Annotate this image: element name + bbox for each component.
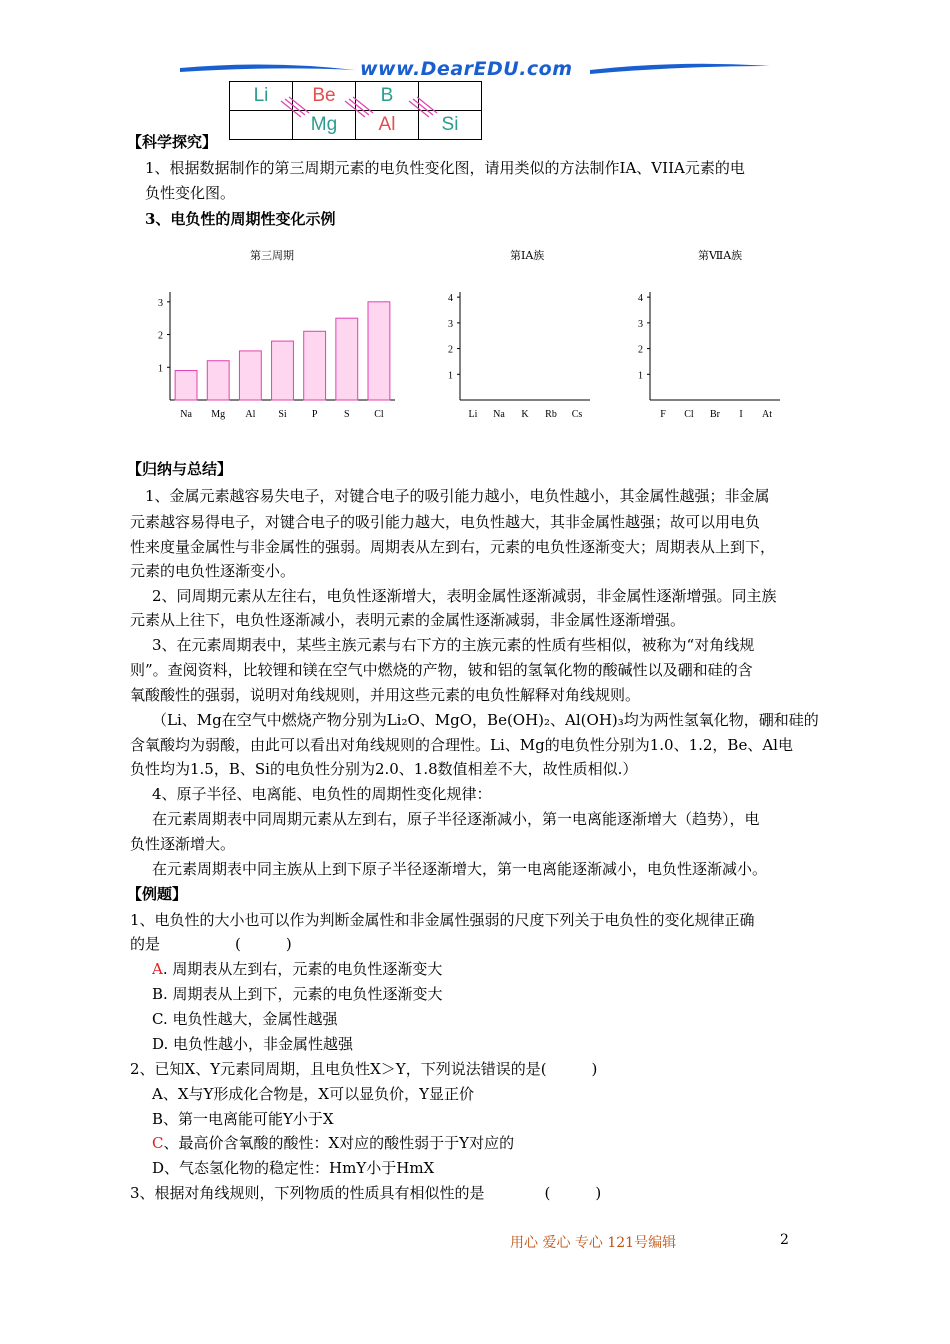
element-symbol: Al: [378, 114, 396, 135]
x-tick-label: Br: [710, 409, 720, 420]
x-tick-label: F: [660, 409, 666, 420]
paragraph-line: 负性变化图。: [145, 184, 236, 202]
electronegativity-charts: [150, 245, 810, 425]
option-c: [152, 1131, 852, 1155]
bar: [368, 302, 390, 400]
element-cell: [293, 82, 356, 111]
question-line: 的是 ( ): [130, 935, 292, 953]
paragraph-line: 1、根据数据制作的第三周期元素的电负性变化图，请用类似的方法制作IA、VIIA元素的电: [145, 159, 745, 177]
paragraph-line: 含氧酸均为弱酸，由此可以看出对角线规则的合理性。Li、Mg的电负性分别为1.0、1.2，Be、Al电: [130, 736, 793, 754]
option-d: D、气态氢化物的稳定性：HmY小于HmX: [152, 1159, 435, 1177]
x-tick-label: Rb: [545, 409, 557, 420]
option-letter: C: [152, 1134, 164, 1152]
paragraph-line: 则”。查阅资料，比较锂和镁在空气中燃烧的产物，铍和铝的氢氧化物的酸碱性以及硼和硅的含: [130, 661, 753, 679]
question-line: 3、根据对角线规则，下列物质的性质具有相似性的是 ( ): [130, 1184, 602, 1202]
x-tick-label: K: [521, 409, 529, 420]
y-tick-label: 3: [448, 318, 453, 330]
x-tick-label: Al: [245, 409, 256, 420]
chart-title: 第ⅦA族: [698, 249, 743, 262]
option-text: . 周期表从左到右，元素的电负性逐渐变大: [162, 960, 443, 978]
paragraph-line: 负性逐渐增大。: [130, 835, 236, 853]
y-tick-label: 2: [448, 344, 453, 356]
option-b: B、第一电离能可能Y小于X: [152, 1110, 334, 1128]
y-tick-label: 4: [638, 293, 643, 305]
site-url[interactable]: www.DearEDU.com: [360, 58, 573, 80]
paragraph-line: 在元素周期表中同周期元素从左到右，原子半径逐渐减小，第一电离能逐渐增大（趋势），电: [152, 810, 760, 828]
x-tick-label: Si: [278, 409, 287, 420]
page-number: 2: [780, 1232, 789, 1248]
x-tick-label: I: [739, 409, 743, 420]
option-text: 、最高价含氧酸的酸性：X对应的酸性弱于于Y对应的: [163, 1134, 515, 1152]
paragraph-line: 元素的电负性逐渐变小。: [130, 562, 296, 580]
x-tick-label: Cl: [374, 409, 384, 420]
section-heading-summary: 【归纳与总结】: [127, 460, 233, 478]
element-symbol: Mg: [310, 114, 338, 135]
paragraph-line: 性来度量金属性与非金属性的强弱。周期表从左到右，元素的电负性逐渐变大；周期表从上到下，: [130, 538, 776, 556]
bar: [304, 331, 326, 400]
x-tick-label: Cs: [571, 409, 583, 420]
paragraph-line: （Li、Mg在空气中燃烧产物分别为Li₂O、MgO，Be(OH)₂、Al(OH)₃均为两性氢氧化物，硼和硅的: [152, 711, 819, 729]
chart-title: 第三周期: [250, 249, 294, 262]
paragraph-line: 负性均为1.5，B、Si的电负性分别为2.0、1.8数值相差不大，故性质相似.）: [130, 760, 638, 778]
bar: [207, 361, 229, 400]
x-tick-label: Na: [493, 409, 505, 420]
bar: [239, 351, 261, 400]
option-c: C. 电负性越大，金属性越强: [152, 1010, 338, 1028]
option-a: A、X与Y形成化合物是，X可以显负价，Y显正价: [152, 1085, 474, 1103]
element-symbol: Si: [441, 114, 459, 135]
paragraph-line: 4、原子半径、电离能、电负性的周期性变化规律：: [152, 785, 492, 803]
y-tick-label: 1: [158, 363, 163, 375]
element-cell: [419, 82, 482, 111]
y-tick-label: 2: [158, 330, 163, 342]
x-tick-label: Mg: [211, 409, 226, 420]
paragraph-line: 元素从上往下，电负性逐渐减小，表明元素的金属性逐渐减弱，非金属性逐渐增强。: [130, 611, 686, 629]
element-symbol: B: [380, 85, 394, 106]
x-tick-label: At: [762, 409, 772, 420]
y-tick-label: 2: [638, 344, 643, 356]
x-tick-label: Cl: [684, 409, 694, 420]
option-a: [152, 957, 852, 981]
paragraph-line: 2、同周期元素从左往右，电负性逐渐增大，表明金属性逐渐减弱，非金属性逐渐增强。同主族: [152, 587, 777, 605]
subheading: 3、电负性的周期性变化示例: [145, 210, 336, 228]
element-cell: [356, 82, 419, 111]
y-tick-label: 1: [638, 370, 643, 382]
question-line: 2、已知X、Y元素同周期，且电负性X＞Y，下列说法错误的是( ): [130, 1060, 598, 1078]
bar: [336, 318, 358, 400]
y-tick-label: 1: [448, 370, 453, 382]
chart-title: 第ⅠA族: [510, 249, 545, 262]
paragraph-line: 元素越容易得电子，对键合电子的吸引能力越大，电负性越大，其非金属性越强；故可以用电负: [130, 513, 761, 531]
section-heading-explore: 【科学探究】: [127, 133, 218, 151]
paragraph-line: 氧酸酸性的强弱，说明对角线规则，并用这些元素的电负性解释对角线规则。: [130, 686, 641, 704]
paragraph-line: 3、在元素周期表中，某些主族元素与右下方的主族元素的性质有些相似，被称为“对角线规: [152, 636, 755, 654]
section-heading-examples: 【例题】: [127, 885, 188, 903]
y-tick-label: 3: [638, 318, 643, 330]
question-line: 1、电负性的大小也可以作为判断金属性和非金属性强弱的尺度下列关于电负性的变化规律正确: [130, 911, 755, 929]
option-d: D. 电负性越小，非金属性越强: [152, 1035, 354, 1053]
option-b: B. 周期表从上到下，元素的电负性逐渐变大: [152, 985, 443, 1003]
paragraph-line: 1、金属元素越容易失电子，对键合电子的吸引能力越小，电负性越小，其金属性越强；非金属: [145, 487, 770, 505]
x-tick-label: P: [311, 409, 318, 420]
element-symbol: Li: [253, 85, 269, 106]
x-tick-label: Na: [180, 409, 192, 420]
option-letter: A: [152, 960, 163, 978]
x-tick-label: Li: [468, 409, 478, 420]
bar: [175, 371, 197, 400]
y-tick-label: 3: [158, 297, 163, 309]
footer-text: 用心 爱心 专心 121号编辑: [510, 1235, 677, 1251]
element-symbol: Be: [312, 85, 336, 106]
y-tick-label: 4: [448, 293, 453, 305]
element-cell: [230, 82, 293, 111]
x-tick-label: S: [344, 409, 350, 420]
bar: [272, 341, 294, 400]
paragraph-line: 在元素周期表中同主族从上到下原子半径逐渐增大，第一电离能逐渐减小，电负性逐渐减小。: [152, 860, 768, 878]
